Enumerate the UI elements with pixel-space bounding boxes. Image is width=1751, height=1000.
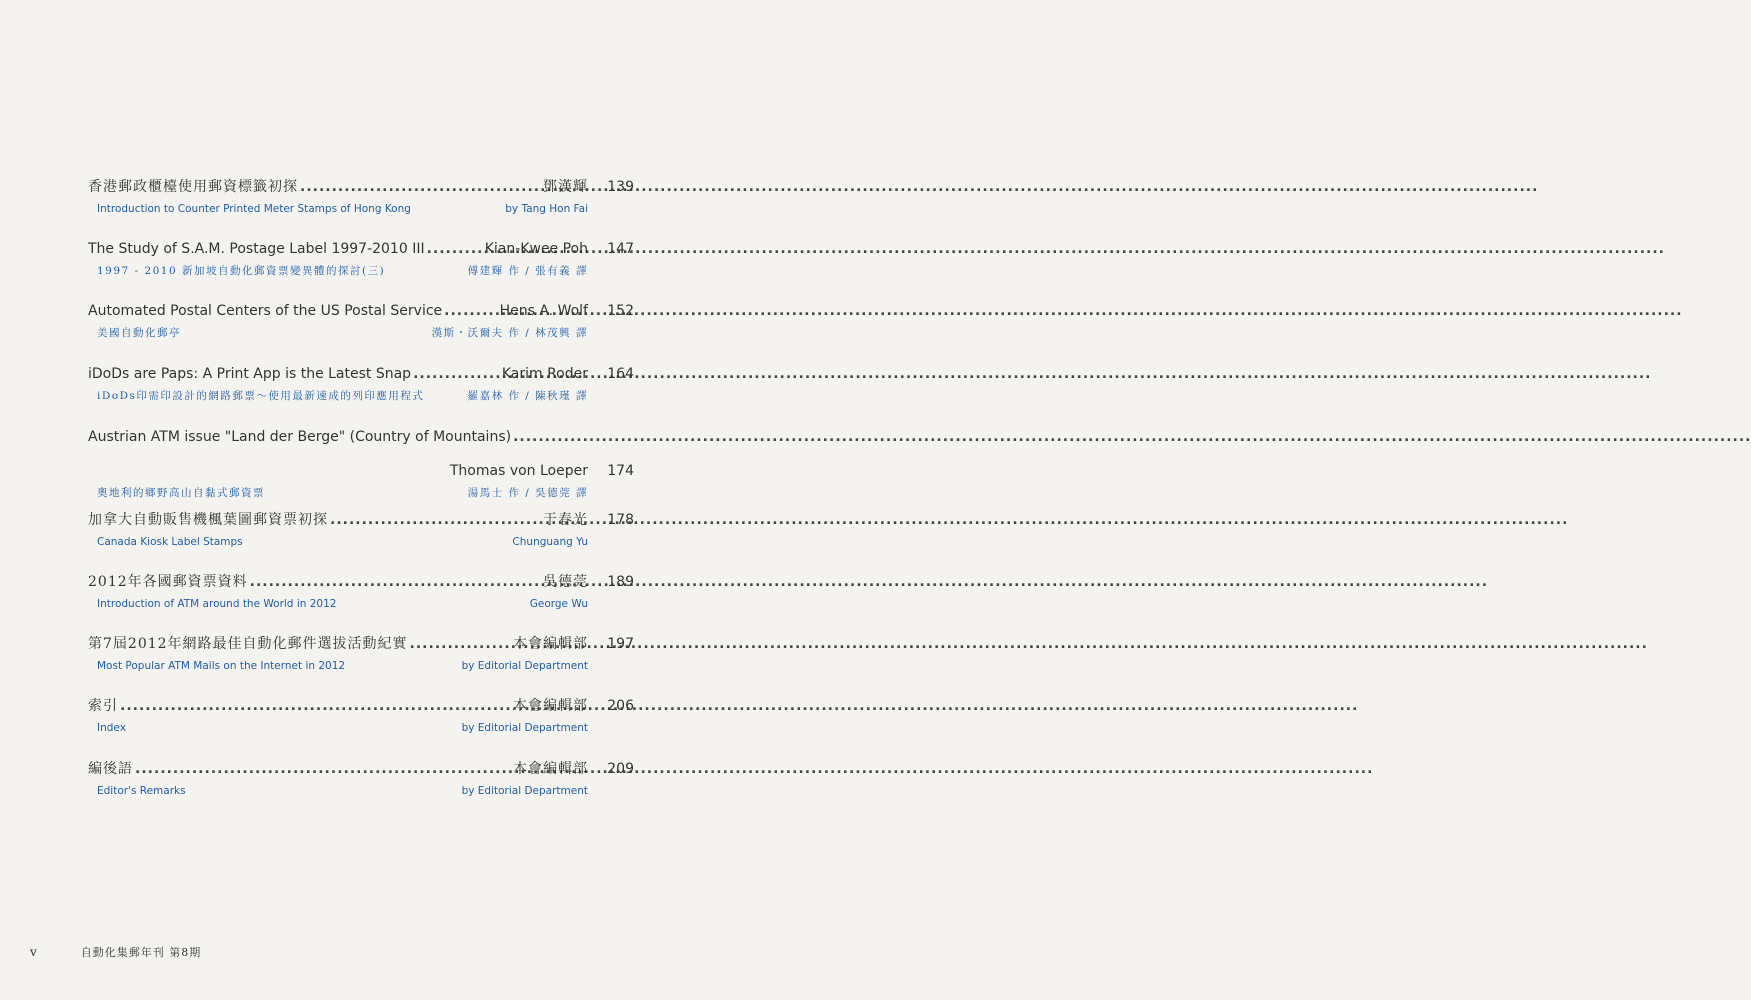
footer-publication-name: 自動化集郵年刊 第8期 bbox=[80, 946, 202, 959]
toc-entry-subtitle: Canada Kiosk Label Stamps bbox=[97, 536, 243, 548]
toc-entry-author: 本會編輯部 bbox=[513, 698, 588, 714]
toc-entry-credit: George Wu bbox=[529, 598, 588, 610]
toc-entry-title: Austrian ATM issue "Land der Berge" (Country of Mountains) bbox=[88, 429, 512, 445]
toc-entry-subtitle: 1997 - 2010 新加坡自動化郵資票變異體的探討(三) bbox=[97, 265, 386, 277]
toc-entry bbox=[88, 694, 634, 737]
toc-entry-page-number: 197 bbox=[607, 636, 634, 652]
toc-entry-main-line bbox=[88, 237, 634, 261]
toc-entry-translation-line bbox=[88, 324, 634, 342]
toc-entry-credit: 漢斯・沃爾夫 作 / 林茂興 譯 bbox=[431, 327, 588, 339]
toc-entry-page-number: 139 bbox=[607, 179, 634, 195]
toc-entry bbox=[88, 237, 634, 280]
toc-entry-page-number: 189 bbox=[607, 574, 634, 590]
toc-entry-credit: 羅嘉林 作 / 陳秋瑾 譯 bbox=[467, 390, 588, 402]
toc-entry-title: iDoDs are Paps: A Print App is the Latest Snap bbox=[88, 366, 412, 382]
toc-entry-title: 香港郵政櫃檯使用郵資標籤初探 bbox=[88, 179, 298, 195]
table-of-contents bbox=[0, 0, 689, 1000]
toc-entry-author: Karim Roder bbox=[501, 366, 588, 382]
toc-entry-translation-line bbox=[88, 719, 634, 737]
toc-entry-subtitle: 美國自動化郵亭 bbox=[97, 327, 181, 339]
toc-entry-title: Automated Postal Centers of the US Postal Service bbox=[88, 303, 443, 319]
toc-entry-author: 鄧漢輝 bbox=[543, 179, 588, 195]
toc-entry-title: 索引 bbox=[88, 698, 118, 714]
toc-entry bbox=[88, 508, 634, 551]
dot-leader bbox=[444, 299, 497, 323]
toc-entry-page-number: 174 bbox=[607, 463, 634, 479]
toc-entry bbox=[88, 175, 634, 218]
dot-leader bbox=[330, 508, 541, 532]
toc-entry-credit: Chunguang Yu bbox=[512, 536, 588, 548]
toc-entry-author: Thomas von Loeper bbox=[449, 463, 588, 479]
toc-entry-main-line bbox=[88, 632, 634, 656]
toc-entry-subtitle: Introduction to Counter Printed Meter Stamps of Hong Kong bbox=[97, 203, 411, 215]
dot-leader bbox=[300, 175, 541, 199]
toc-entry-author: 于春光 bbox=[543, 512, 588, 528]
toc-entry-author: Kian-Kwee Poh bbox=[484, 241, 588, 257]
toc-entry-title: 2012年各國郵資票資料 bbox=[88, 574, 248, 590]
toc-entry-subtitle: 奧地利的鄉野高山自黏式郵資票 bbox=[97, 487, 265, 499]
toc-entry-main-line bbox=[88, 362, 634, 386]
toc-entry-author: Hens A. Wolf bbox=[499, 303, 588, 319]
toc-entry-title: The Study of S.A.M. Postage Label 1997-2010 III bbox=[88, 241, 425, 257]
dot-leader bbox=[120, 694, 511, 718]
toc-entry-main-line bbox=[88, 425, 634, 449]
footer-page-number: v bbox=[30, 945, 37, 959]
toc-entry-page-number: 178 bbox=[607, 512, 634, 528]
toc-entry-translation-line bbox=[88, 657, 634, 675]
toc-entry-subtitle: Index bbox=[97, 722, 126, 734]
toc-entry-main-line bbox=[88, 570, 634, 594]
toc-entry bbox=[88, 632, 634, 675]
toc-entry-credit: 湯馬士 作 / 吳德莞 譯 bbox=[467, 487, 588, 499]
toc-entry-subtitle: Introduction of ATM around the World in 2012 bbox=[97, 598, 337, 610]
toc-entry-translation-line bbox=[88, 200, 634, 218]
toc-entry-main-line bbox=[88, 757, 634, 781]
toc-entry-main-line bbox=[88, 694, 634, 718]
toc-entry-title: 加拿大自動販售機楓葉圖郵資票初探 bbox=[88, 512, 328, 528]
dot-leader bbox=[410, 632, 511, 656]
toc-entry-author: 吳德莞 bbox=[543, 574, 588, 590]
page-footer bbox=[30, 944, 201, 964]
toc-entry-translation-line bbox=[88, 387, 634, 405]
toc-entry-author-line bbox=[88, 459, 634, 483]
toc-entry-author: 本會編輯部 bbox=[513, 636, 588, 652]
toc-entry-credit: by Editorial Department bbox=[461, 722, 588, 734]
toc-entry bbox=[88, 299, 634, 342]
toc-entry-main-line bbox=[88, 508, 634, 532]
toc-entry-subtitle: Most Popular ATM Mails on the Internet in 2012 bbox=[97, 660, 346, 672]
toc-entry-credit: 傅建輝 作 / 張有義 譯 bbox=[467, 265, 588, 277]
toc-entry bbox=[88, 425, 634, 502]
toc-entry-credit: by Editorial Department bbox=[461, 660, 588, 672]
toc-entry-page-number: 164 bbox=[607, 366, 634, 382]
toc-entry-credit: by Tang Hon Fai bbox=[505, 203, 588, 215]
dot-leader bbox=[427, 237, 483, 261]
toc-entry-author: 本會編輯部 bbox=[513, 761, 588, 777]
toc-entry-page-number: 206 bbox=[607, 698, 634, 714]
toc-entry-title: 第7屆2012年網路最佳自動化郵件選拔活動紀實 bbox=[88, 636, 408, 652]
dot-leader bbox=[413, 362, 500, 386]
toc-entry-page-number: 147 bbox=[607, 241, 634, 257]
toc-entry bbox=[88, 362, 634, 405]
toc-entry-title: 編後語 bbox=[88, 761, 133, 777]
toc-entry-page-number: 209 bbox=[607, 761, 634, 777]
dot-leader bbox=[135, 757, 511, 781]
toc-entry-page-number: 152 bbox=[607, 303, 634, 319]
toc-entry-translation-line bbox=[88, 262, 634, 280]
toc-entry-credit: by Editorial Department bbox=[461, 785, 588, 797]
toc-entry-main-line bbox=[88, 175, 634, 199]
toc-entry-translation-line bbox=[88, 782, 634, 800]
toc-entry-translation-line bbox=[88, 484, 634, 502]
toc-entry-subtitle: iDoDs印需印設計的網路郵票～使用最新速成的列印應用程式 bbox=[97, 390, 425, 402]
dot-leader bbox=[513, 425, 586, 449]
dot-leader bbox=[250, 570, 541, 594]
toc-entry-subtitle: Editor's Remarks bbox=[97, 785, 186, 797]
toc-entry bbox=[88, 757, 634, 800]
toc-entry bbox=[88, 570, 634, 613]
toc-entry-translation-line bbox=[88, 595, 634, 613]
toc-entry-main-line bbox=[88, 299, 634, 323]
toc-entry-translation-line bbox=[88, 533, 634, 551]
